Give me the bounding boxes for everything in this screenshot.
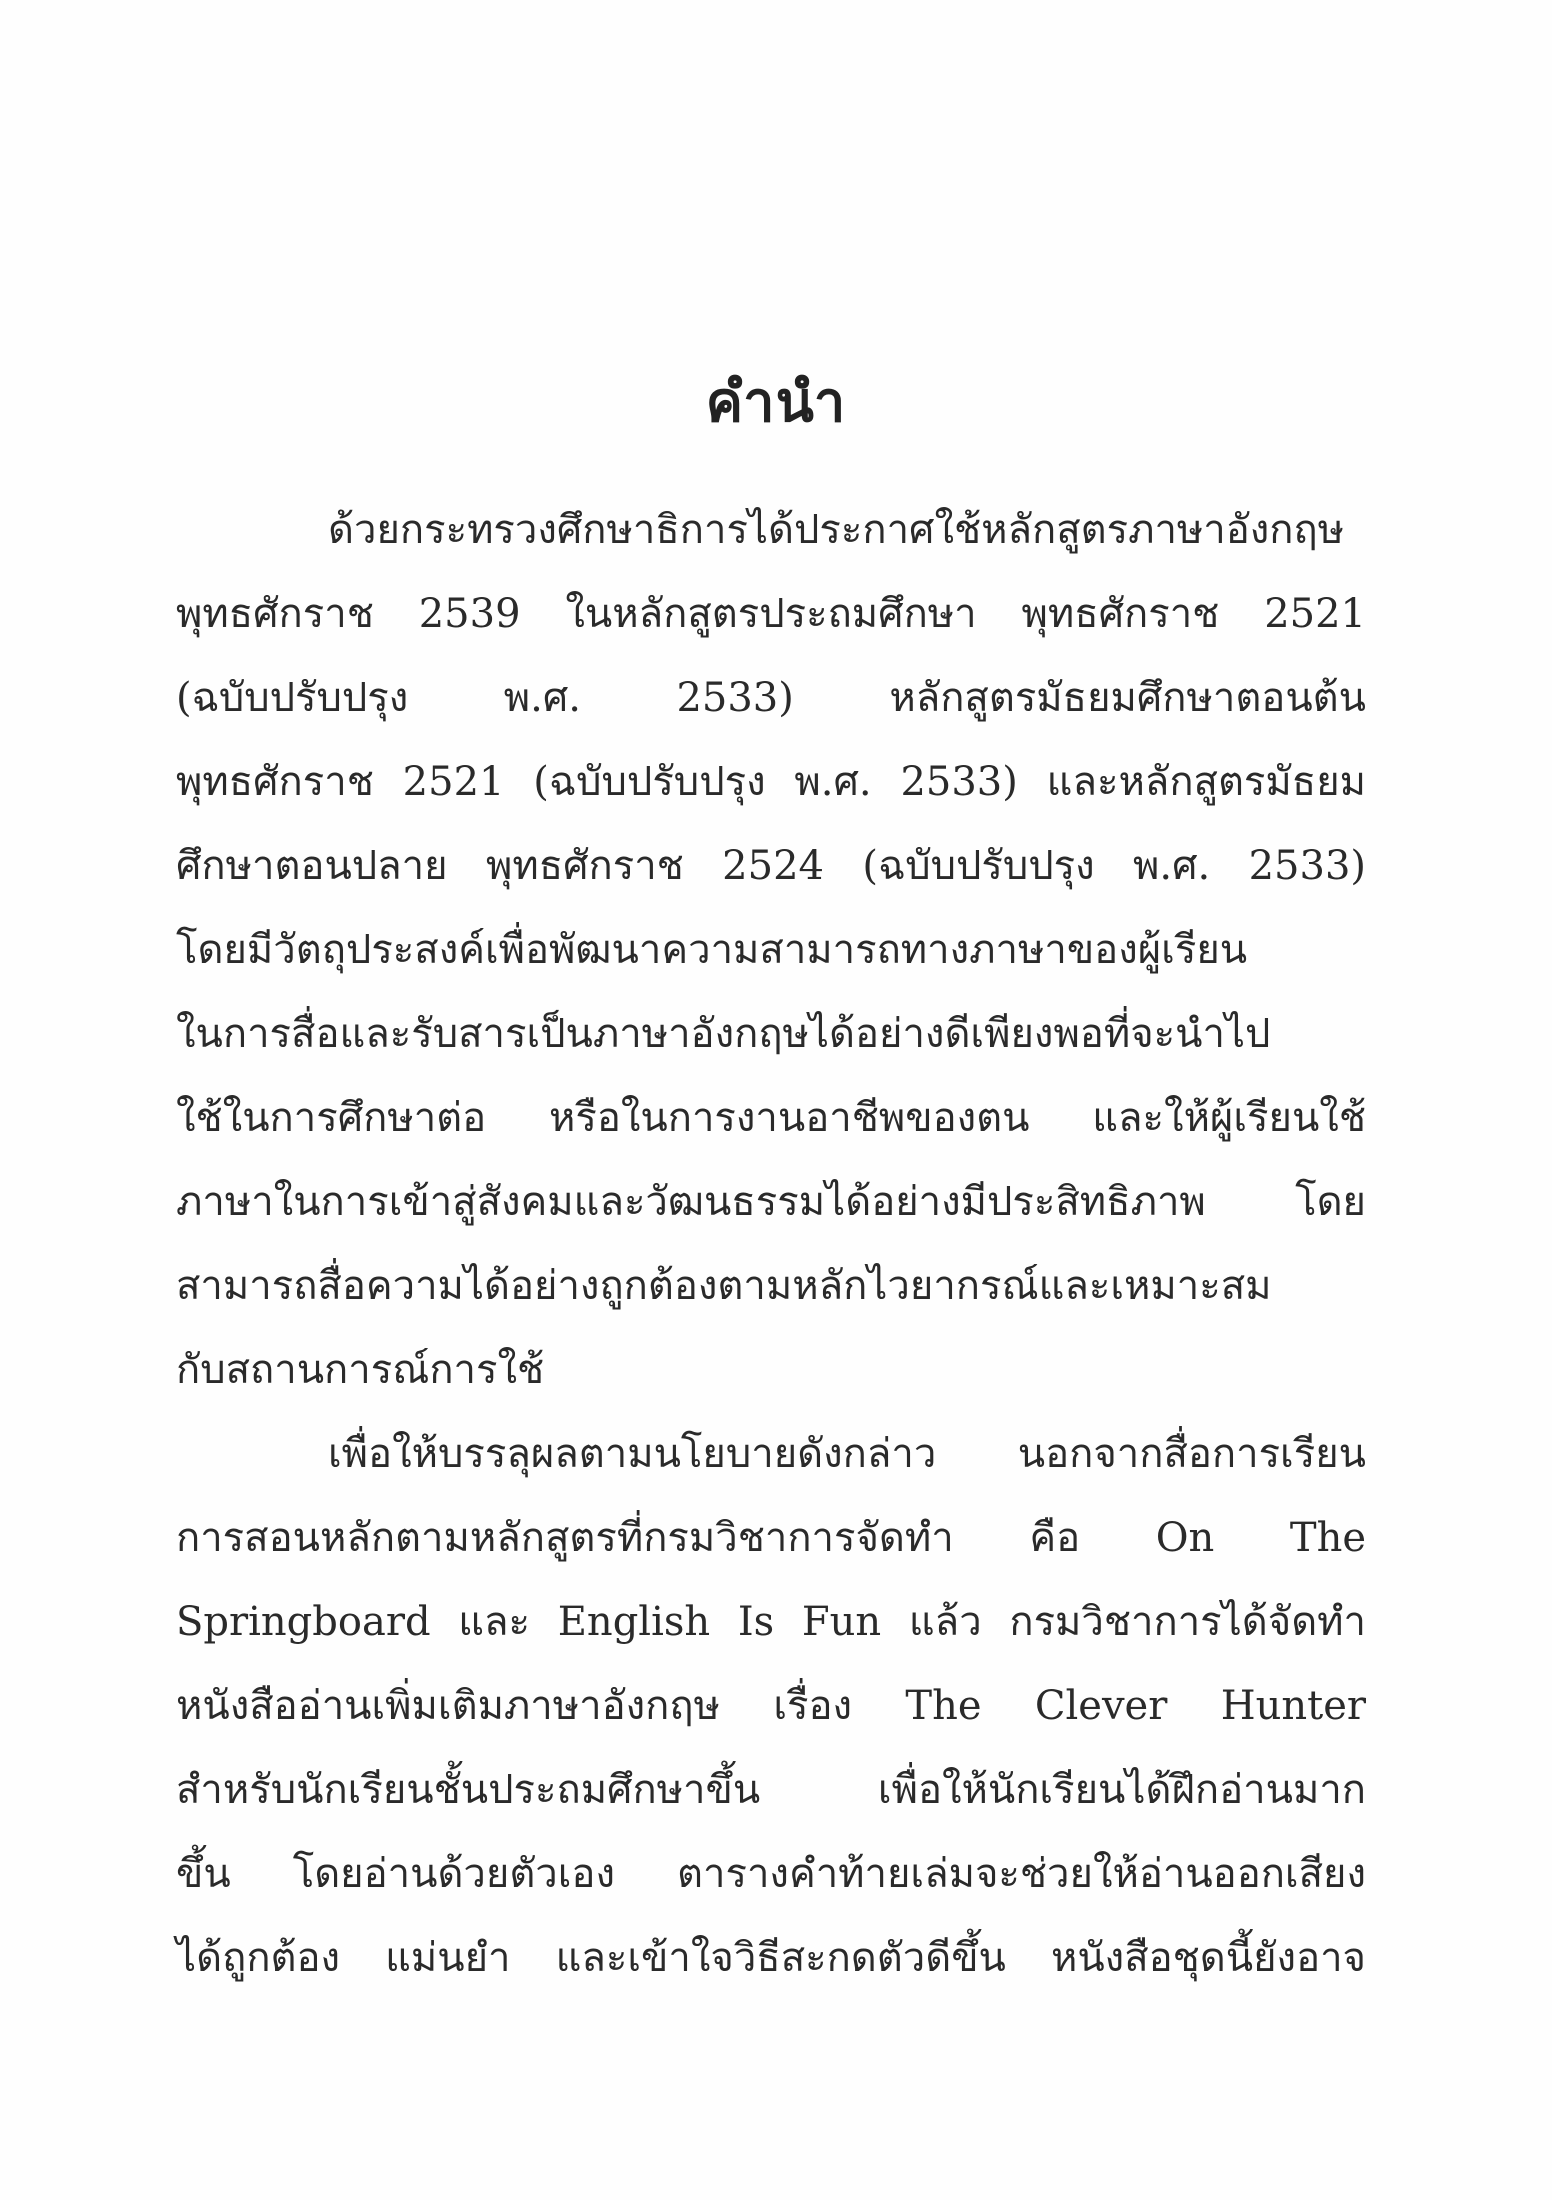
paragraph-line: สำหรับนักเรียนชั้นประถมศึกษาขึ้น เพื่อให้นักเรียนได้ฝึกอ่านมาก (176, 1767, 1366, 1813)
paragraph-line: (ฉบับปรับปรุง พ.ศ. 2533) หลักสูตรมัธยมศึกษาตอนต้น (176, 675, 1366, 721)
paragraph-line: เพื่อให้บรรลุผลตามนโยบายดังกล่าว นอกจากสื่อการเรียน (328, 1431, 1366, 1477)
paragraph-line: สามารถสื่อความได้อย่างถูกต้องตามหลักไวยากรณ์และเหมาะสม (176, 1263, 1272, 1309)
paragraph-line: ภาษาในการเข้าสู่สังคมและวัฒนธรรมได้อย่างมีประสิทธิภาพ โดย (176, 1179, 1366, 1225)
paragraph-line: ขึ้น โดยอ่านด้วยตัวเอง ตารางคำท้ายเล่มจะช่วยให้อ่านออกเสียง (176, 1851, 1366, 1897)
paragraph-line: โดยมีวัตถุประสงค์เพื่อพัฒนาความสามารถทางภาษาของผู้เรียน (176, 927, 1248, 973)
paragraph-line: ได้ถูกต้อง แม่นยำ และเข้าใจวิธีสะกดตัวดีขึ้น หนังสือชุดนี้ยังอาจ (176, 1935, 1366, 1981)
paragraph-line: หนังสืออ่านเพิ่มเติมภาษาอังกฤษ เรื่อง The Clever Hunter (176, 1683, 1366, 1729)
paragraph-line: กับสถานการณ์การใช้ (176, 1347, 545, 1393)
paragraph-line: การสอนหลักตามหลักสูตรที่กรมวิชาการจัดทำ คือ On The (176, 1515, 1366, 1561)
paragraph-line: Springboard และ English Is Fun แล้ว กรมวิชาการได้จัดทำ (176, 1599, 1366, 1645)
paragraph-line: ด้วยกระทรวงศึกษาธิการได้ประกาศใช้หลักสูตรภาษาอังกฤษ (328, 507, 1345, 553)
paragraph-line: ในการสื่อและรับสารเป็นภาษาอังกฤษได้อย่างดีเพียงพอที่จะนำไป (176, 1011, 1271, 1057)
paragraph-line: ใช้ในการศึกษาต่อ หรือในการงานอาชีพของตน และให้ผู้เรียนใช้ (176, 1095, 1366, 1141)
paragraph-line: พุทธศักราช 2521 (ฉบับปรับปรุง พ.ศ. 2533) และหลักสูตรมัธยม (176, 759, 1366, 805)
paragraph-line: พุทธศักราช 2539 ในหลักสูตรประถมศึกษา พุทธศักราช 2521 (176, 591, 1366, 637)
paragraph-line: ศึกษาตอนปลาย พุทธศักราช 2524 (ฉบับปรับปรุง พ.ศ. 2533) (176, 843, 1366, 889)
page-title: คำนำ (705, 369, 847, 435)
